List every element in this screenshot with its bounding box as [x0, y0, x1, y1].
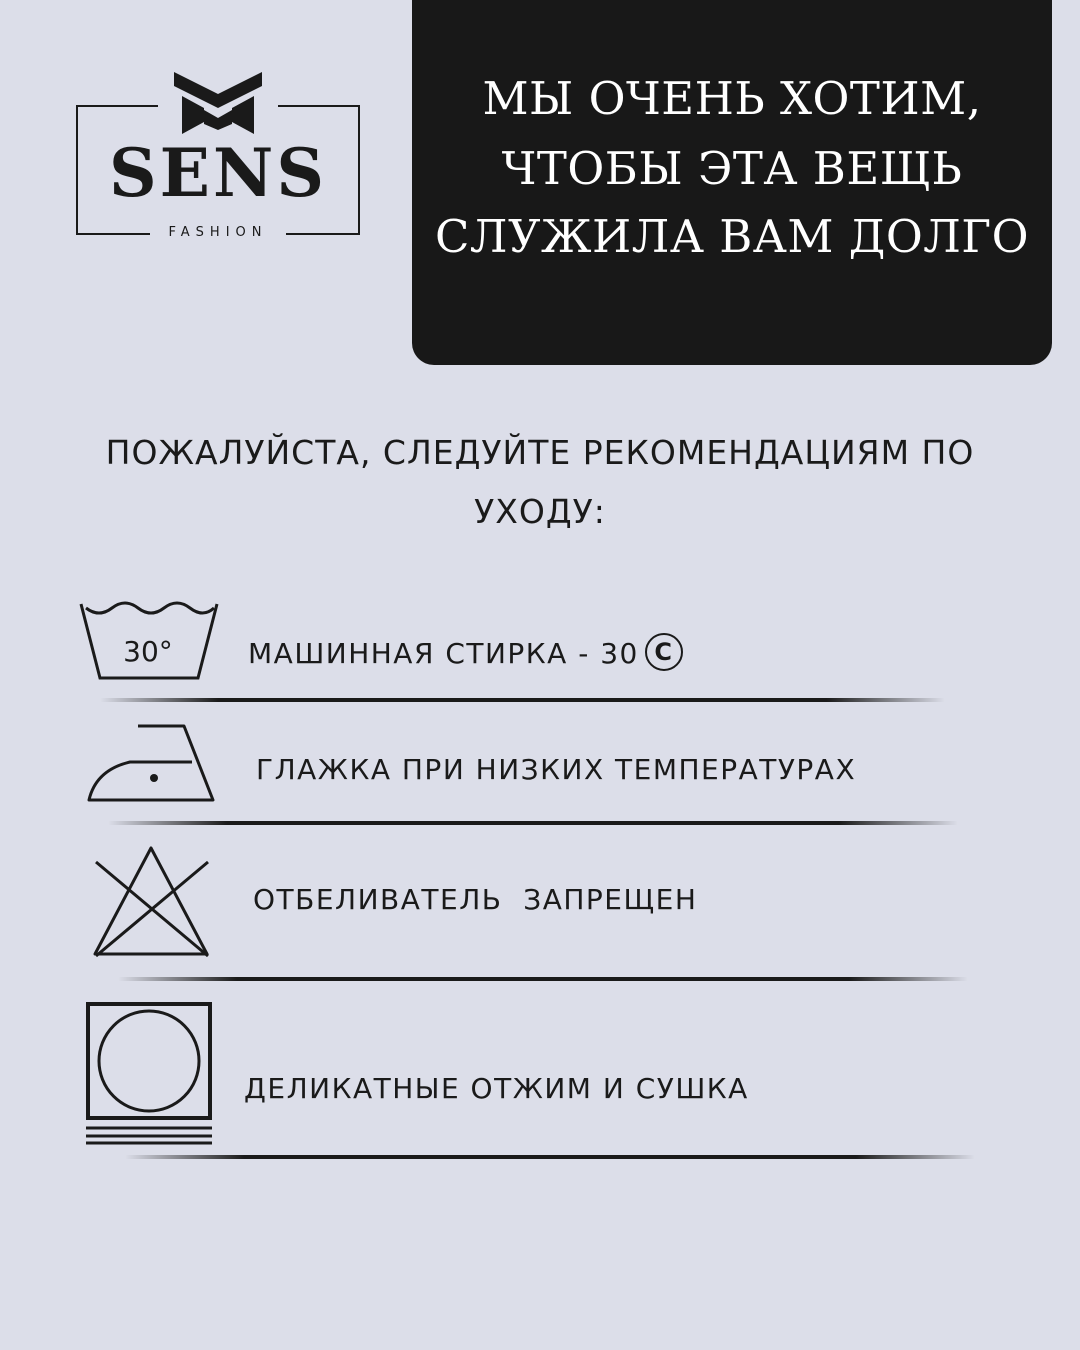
- brand-name: SENS: [109, 134, 327, 212]
- hero-banner: [412, 0, 1052, 365]
- intro-line-1: ПОЖАЛУЙСТА, СЛЕДУЙТЕ РЕКОМЕНДАЦИЯМ ПО: [105, 433, 975, 472]
- tumble-dry-gentle-icon: [84, 1000, 214, 1146]
- wash-label-text: МАШИННАЯ СТИРКА - 30: [248, 637, 639, 670]
- hero-line-3: СЛУЖИЛА ВАМ ДОЛГО: [435, 210, 1029, 263]
- celsius-badge: C: [645, 633, 683, 671]
- divider: [125, 1155, 975, 1159]
- hero-line-1: МЫ ОЧЕНЬ ХОТИМ,: [482, 72, 982, 125]
- brand-tagline: FASHION: [168, 225, 268, 240]
- washing-tub-30-icon: [78, 598, 220, 684]
- brand-logo: [76, 68, 360, 240]
- no-bleach-icon: [90, 844, 212, 960]
- care-label-iron: ГЛАЖКА ПРИ НИЗКИХ ТЕМПЕРАТУРАХ: [256, 753, 857, 786]
- divider: [108, 821, 958, 825]
- hero-line-2: ЧТОБЫ ЭТА ВЕЩЬ: [501, 142, 963, 195]
- care-label-wash: [248, 636, 683, 674]
- iron-low-temp-icon: [86, 718, 216, 804]
- intro-line-2: УХОДУ:: [474, 492, 606, 531]
- care-label-dry: ДЕЛИКАТНЫЕ ОТЖИМ И СУШКА: [244, 1072, 749, 1105]
- divider: [100, 698, 945, 702]
- bow-tie-icon: [174, 72, 262, 134]
- care-label-bleach: ОТБЕЛИВАТЕЛЬ ЗАПРЕЩЕН: [253, 883, 698, 916]
- divider: [118, 977, 968, 981]
- wash-temp-text: 30°: [123, 635, 173, 668]
